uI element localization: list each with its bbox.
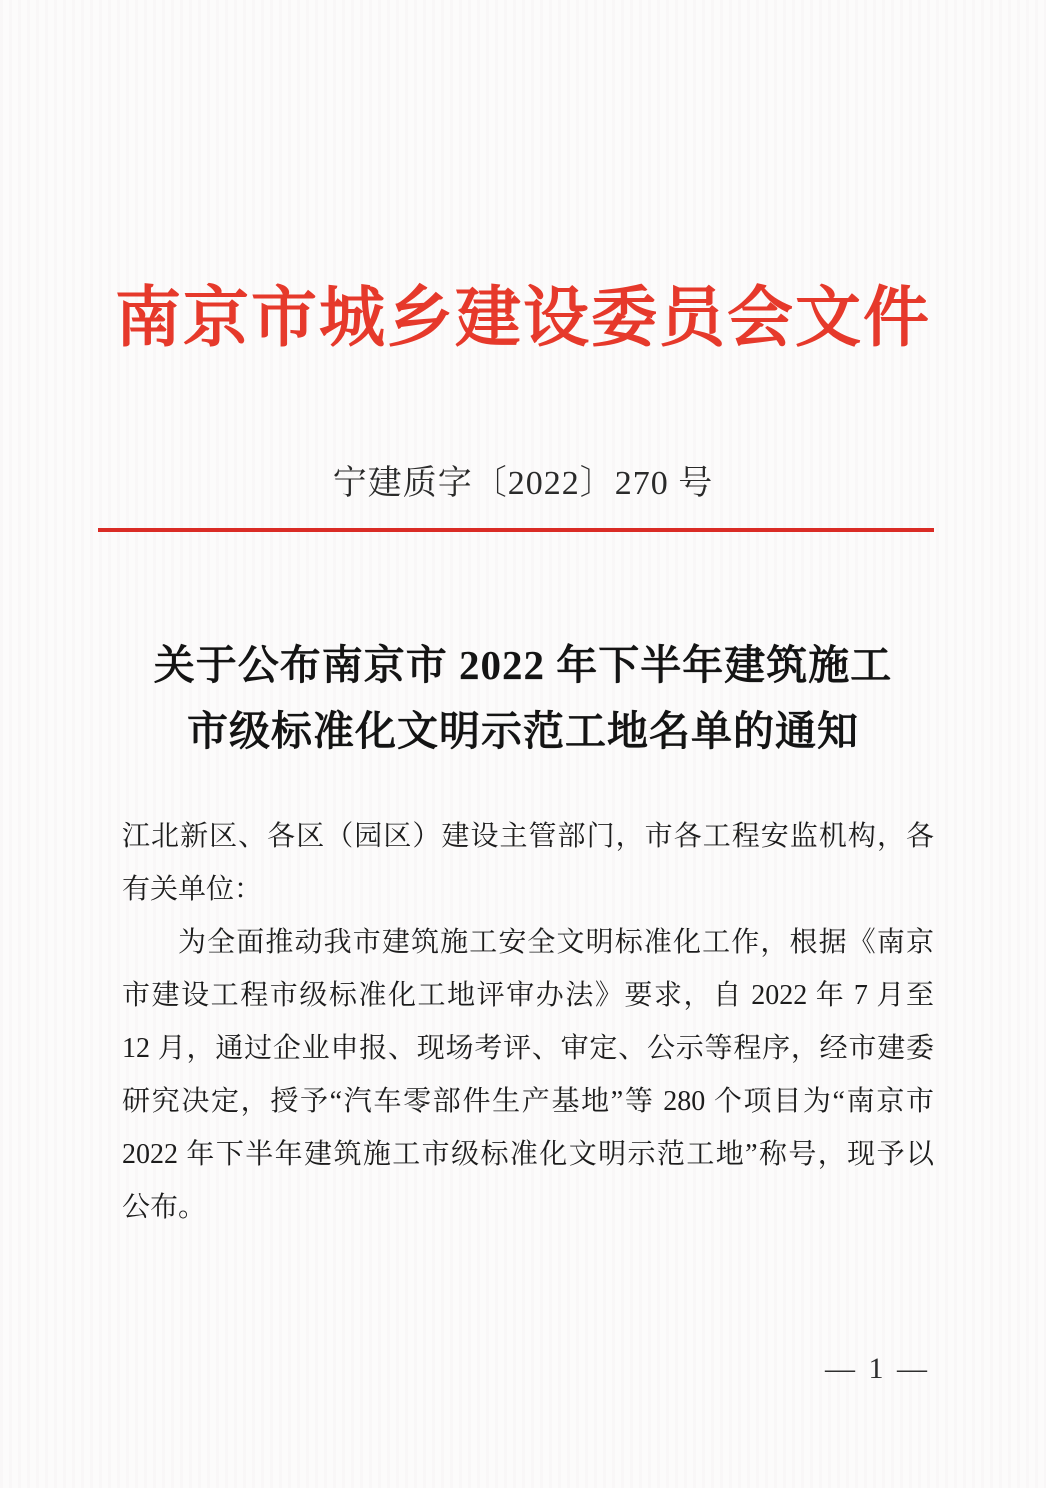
document-title-line2: 市级标准化文明示范工地名单的通知: [187, 708, 859, 754]
body-line-paragraph-4: 研究决定，授予“汽车零部件生产基地”等 280 个项目为“南京市: [122, 1086, 934, 1117]
body-line-paragraph-1: 为全面推动我市建筑施工安全文明标准化工作，根据《南京: [178, 927, 934, 958]
document-title: [0, 632, 1046, 764]
body-line-salutation-1: 江北新区、各区（园区）建设主管部门，市各工程安监机构，各: [122, 821, 934, 852]
page-number: — 1 —: [825, 1352, 930, 1385]
document-body: [0, 810, 1046, 1234]
document-title-line1: 关于公布南京市 2022 年下半年建筑施工: [153, 642, 893, 688]
letterhead-agency-title: 南京市城乡建设委员会文件: [115, 282, 931, 355]
body-line-paragraph-6: 公布。: [122, 1192, 207, 1223]
document-reference-number: 宁建质字〔2022〕270 号: [332, 465, 714, 502]
red-divider-line: [98, 528, 934, 532]
body-line-paragraph-3: 12 月，通过企业申报、现场考评、审定、公示等程序，经市建委: [122, 1033, 934, 1064]
body-line-paragraph-2: 市建设工程市级标准化工地评审办法》要求，自 2022 年 7 月至: [122, 980, 934, 1011]
body-line-paragraph-5: 2022 年下半年建筑施工市级标准化文明示范工地”称号，现予以: [122, 1139, 934, 1170]
body-line-salutation-2: 有关单位：: [122, 874, 263, 905]
